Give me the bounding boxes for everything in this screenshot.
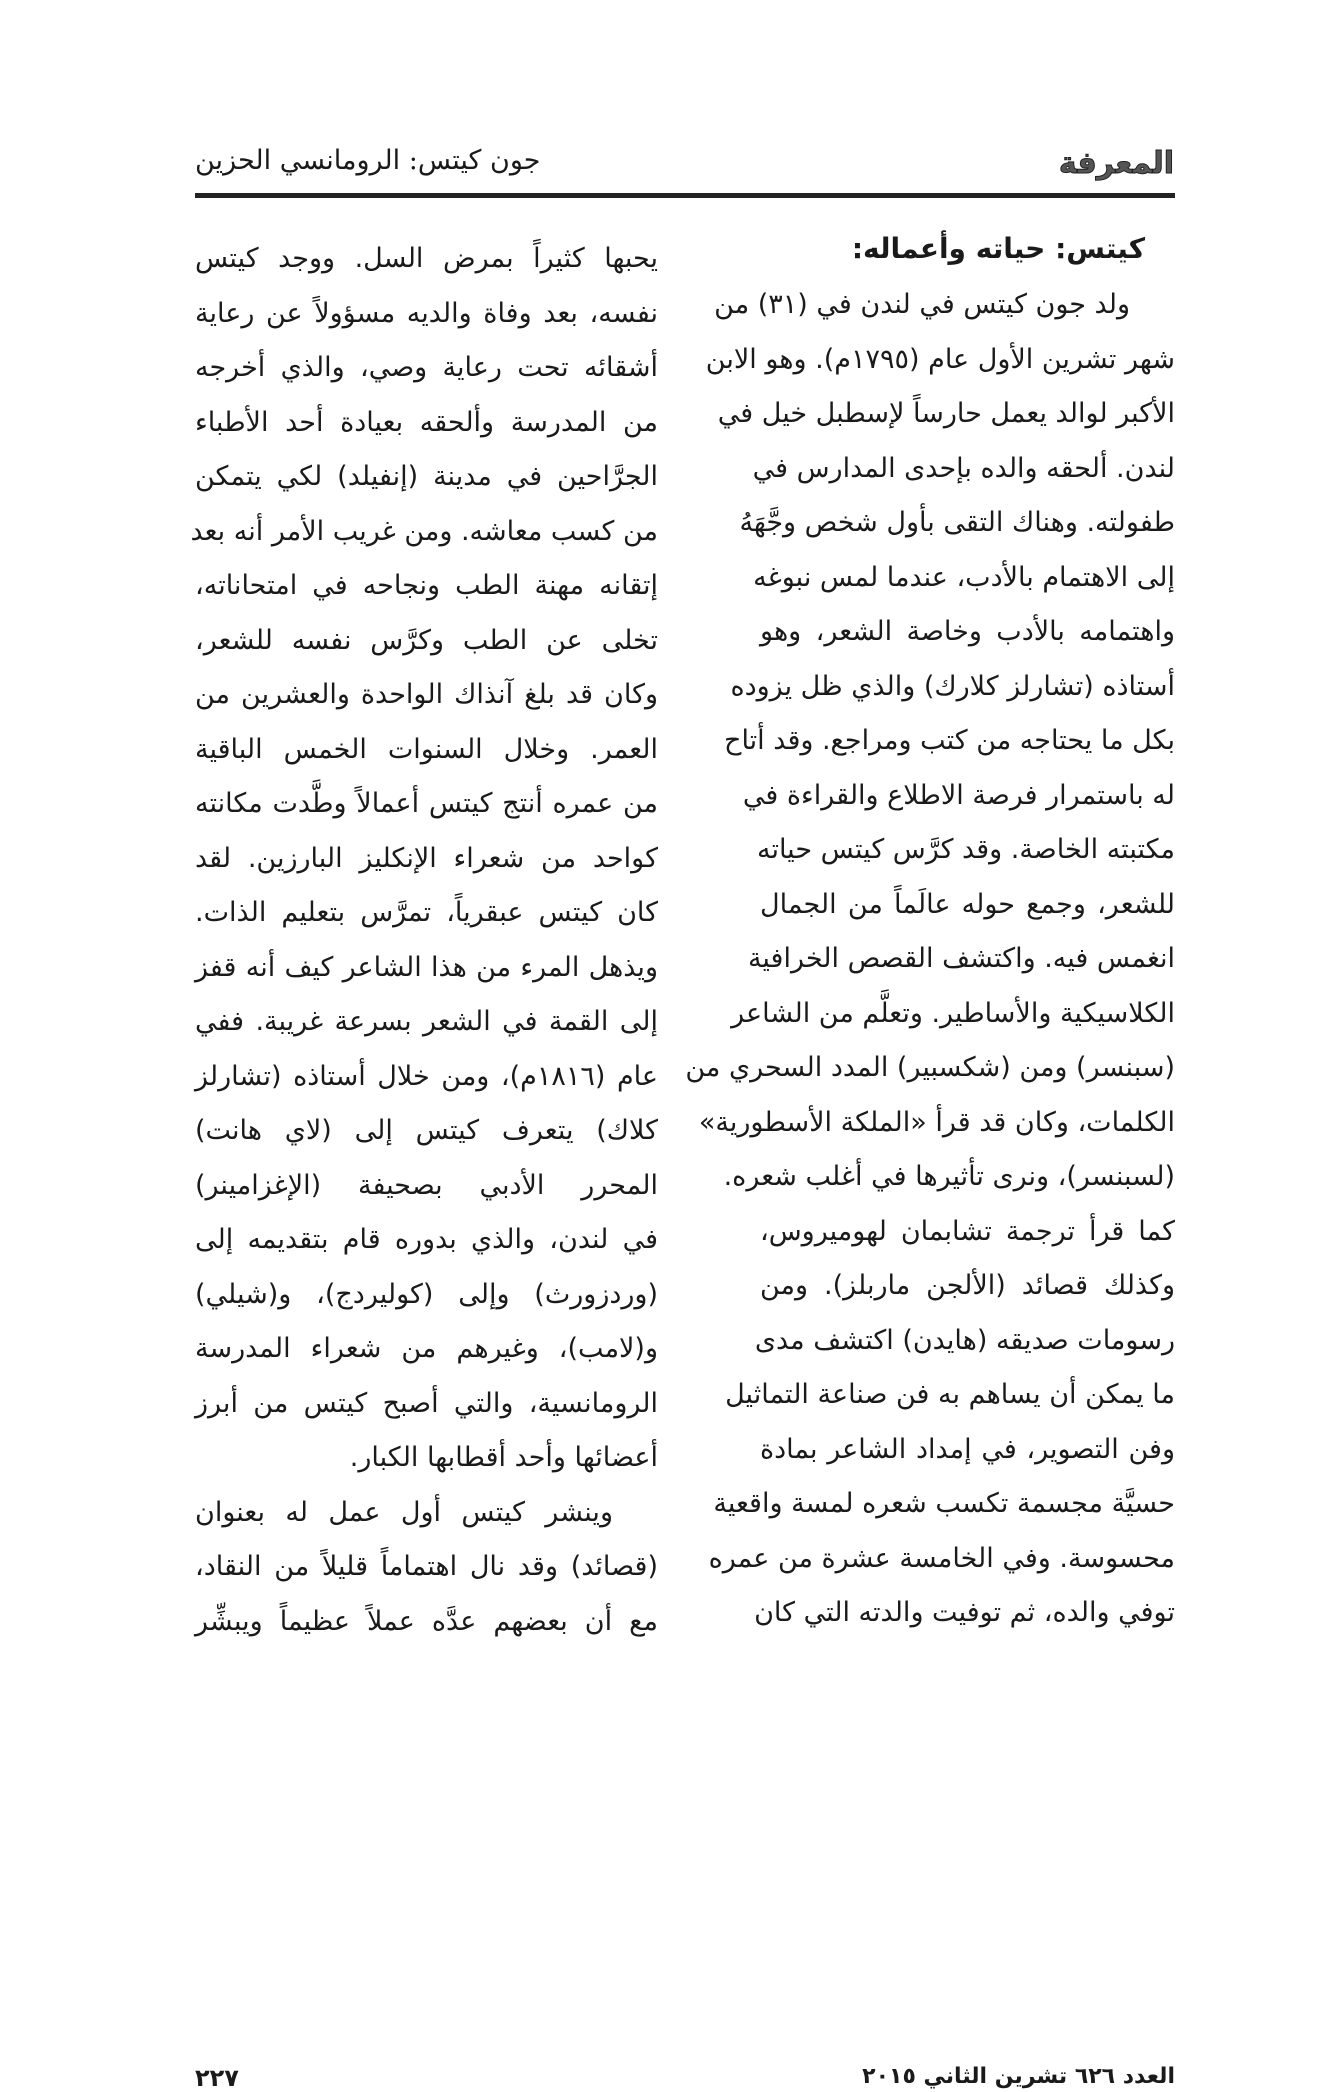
- text-line: للشعر، وجمع حوله عالَماً من الجمال: [760, 888, 1175, 920]
- text-line: أستاذه (تشارلز كلارك) والذي ظل يزوده: [730, 670, 1175, 702]
- text-line: ما يمكن أن يساهم به فن صناعة التماثيل: [725, 1379, 1175, 1410]
- text-line: إلى الاهتمام بالأدب، عندما لمس نبوغه: [753, 561, 1175, 593]
- text-line: انغمس فيه. واكتشف القصص الخرافية: [747, 943, 1175, 974]
- text-line: محسوسة. وفي الخامسة عشرة من عمره: [708, 1542, 1175, 1574]
- text-line: (لسبنسر)، ونرى تأثيرها في أغلب شعره.: [723, 1161, 1175, 1192]
- text-line: من المدرسة وألحقه بعيادة أحد الأطباء: [195, 406, 658, 438]
- text-line: الرومانسية، والتي أصبح كيتس من أبرز: [195, 1387, 658, 1419]
- text-line: وينشر كيتس أول عمل له بعنوان: [195, 1496, 613, 1528]
- text-line: وكذلك قصائد (الألجن ماربلز). ومن: [760, 1270, 1175, 1301]
- running-header-title: جون كيتس: الرومانسي الحزين: [195, 145, 541, 176]
- text-line: كان كيتس عبقرياً، تمرَّس بتعليم الذات.: [195, 897, 658, 928]
- page-number: ٢٢٧: [195, 2064, 239, 2092]
- text-line: تخلى عن الطب وكرَّس نفسه للشعر،: [195, 624, 658, 656]
- right-column: [685, 220, 1175, 1641]
- text-line: واهتمامه بالأدب وخاصة الشعر، وهو: [760, 616, 1175, 647]
- left-column: [190, 232, 658, 1649]
- text-line: نفسه، بعد وفاة والديه مسؤولاً عن رعاية: [195, 297, 658, 329]
- text-line: وكان قد بلغ آنذاك الواحدة والعشرين من: [195, 679, 658, 710]
- text-line: الأكبر لوالد يعمل حارساً لإسطبل خيل في: [717, 398, 1175, 429]
- section-heading: كيتس: حياته وأعماله:: [851, 232, 1145, 265]
- issue-info: العدد ٦٢٦ تشرين الثاني ٢٠١٥: [862, 2064, 1175, 2089]
- text-line: (وردزورث) وإلى (كوليردج)، و(شيلي): [195, 1278, 658, 1310]
- text-line: إتقانه مهنة الطب ونجاحه في امتحاناته،: [195, 570, 658, 601]
- text-line: شهر تشرين الأول عام (١٧٩٥م). وهو الابن: [705, 343, 1175, 375]
- text-line: الكلمات، وكان قد قرأ «الملكة الأسطورية»: [698, 1106, 1175, 1138]
- text-line: الجرَّاحين في مدينة (إنفيلد) لكي يتمكن: [195, 461, 658, 492]
- text-line: طفولته. وهناك التقى بأول شخص وجَّهَهُ: [739, 507, 1175, 538]
- text-line: مكتبته الخاصة. وقد كرَّس كيتس حياته: [756, 834, 1175, 865]
- text-line: أشقائه تحت رعاية وصي، والذي أخرجه: [195, 352, 658, 383]
- text-line: العمر. وخلال السنوات الخمس الباقية: [195, 733, 658, 765]
- header-divider: [195, 193, 1175, 198]
- text-line: له باستمرار فرصة الاطلاع والقراءة في: [742, 779, 1175, 811]
- text-line: أعضائها وأحد أقطابها الكبار.: [349, 1442, 658, 1473]
- text-line: كلاك) يتعرف كيتس إلى (لاي هانت): [195, 1115, 658, 1146]
- text-line: حسيَّة مجسمة تكسب شعره لمسة واقعية: [713, 1488, 1175, 1519]
- text-line: بكل ما يحتاجه من كتب ومراجع. وقد أتاح: [724, 725, 1175, 756]
- text-line: و(لامب)، وغيرهم من شعراء المدرسة: [195, 1333, 658, 1364]
- text-line: إلى القمة في الشعر بسرعة غريبة. ففي: [195, 1006, 658, 1037]
- text-line: يحبها كثيراً بمرض السل. ووجد كيتس: [195, 243, 658, 274]
- text-line: (سبنسر) ومن (شكسبير) المدد السحري من: [685, 1052, 1175, 1083]
- text-line: الكلاسيكية والأساطير. وتعلَّم من الشاعر: [731, 997, 1175, 1029]
- text-line: من عمره أنتج كيتس أعمالاً وطَّدت مكانته: [195, 788, 658, 819]
- text-line: (قصائد) وقد نال اهتماماً قليلاً من النقاد،: [195, 1551, 658, 1582]
- text-line: لندن. ألحقه والده بإحدى المدارس في: [752, 452, 1175, 484]
- text-line: مع أن بعضهم عدَّه عملاً عظيماً ويبشِّر: [195, 1605, 658, 1637]
- text-line: رسومات صديقه (هايدن) اكتشف مدى: [754, 1324, 1175, 1356]
- text-line: في لندن، والذي بدوره قام بتقديمه إلى: [195, 1224, 658, 1255]
- text-line: ولد جون كيتس في لندن في (٣١) من: [714, 289, 1130, 320]
- text-line: توفي والده، ثم توفيت والدته التي كان: [754, 1597, 1175, 1628]
- text-line: كواحد من شعراء الإنكليز البارزين. لقد: [195, 842, 658, 874]
- text-line: من كسب معاشه. ومن غريب الأمر أنه بعد: [190, 515, 658, 547]
- text-line: وفن التصوير، في إمداد الشاعر بمادة: [760, 1433, 1175, 1465]
- text-line: كما قرأ ترجمة تشابمان لهوميروس،: [760, 1215, 1175, 1247]
- text-line: عام (١٨١٦م)، ومن خلال أستاذه (تشارلز: [195, 1060, 658, 1092]
- magazine-logo: المعرفة: [1058, 146, 1174, 181]
- text-line: ويذهل المرء من هذا الشاعر كيف أنه قفز: [195, 951, 658, 983]
- text-line: المحرر الأدبي بصحيفة (الإغزامينر): [195, 1169, 658, 1201]
